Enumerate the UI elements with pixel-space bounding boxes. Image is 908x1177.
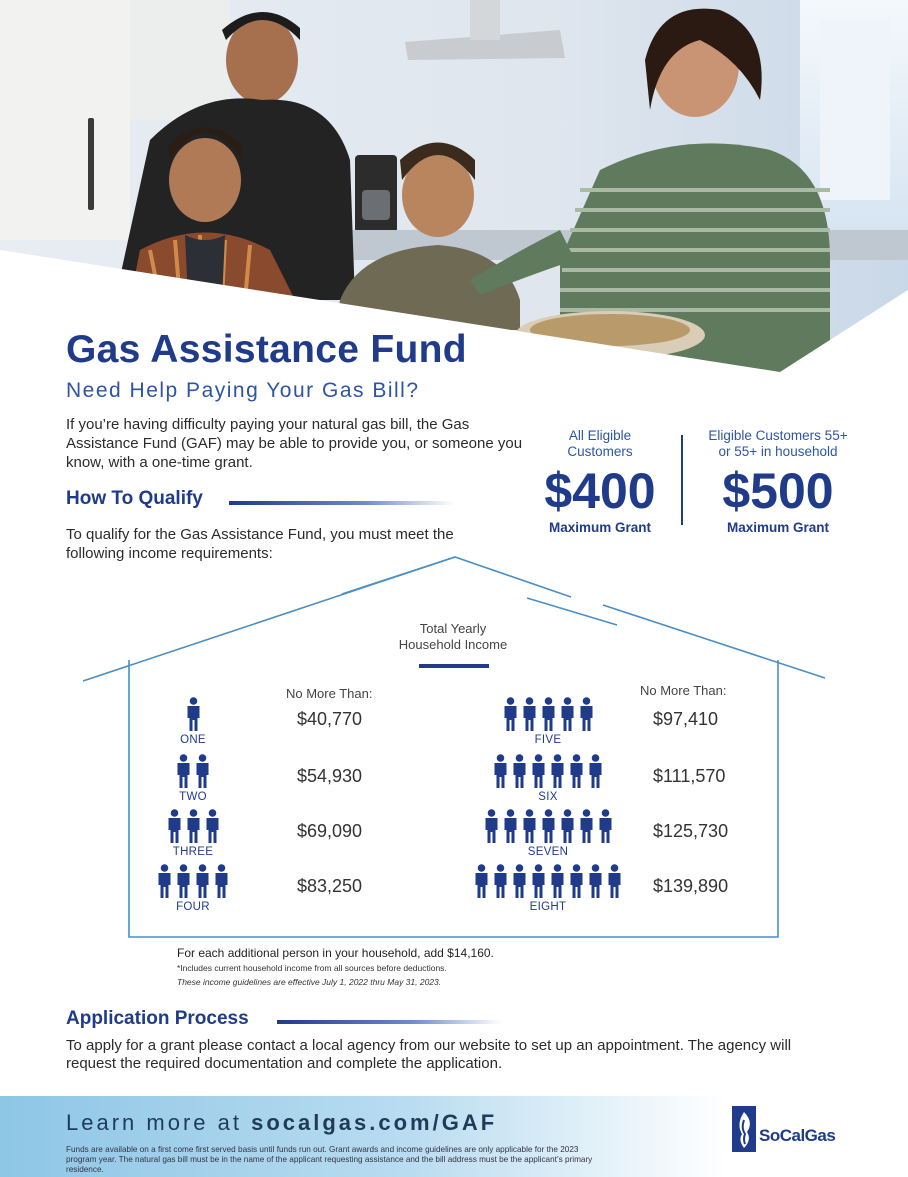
grant-senior-customers <box>693 428 863 535</box>
grant-label-line1: Eligible Customers 55+ <box>708 428 848 443</box>
hero-photo <box>0 0 908 372</box>
household-size-label: ONE <box>180 734 206 746</box>
socalgas-logo-text: SoCalGas <box>759 1126 836 1145</box>
household-people-icon <box>503 697 594 731</box>
no-more-than-left: No More Than: <box>286 686 373 701</box>
total-income-rule <box>419 664 489 668</box>
intro-text: If you’re having difficulty paying your natural gas bill, the Gas Assistance Fund (GAF) may be able to provide you, or someone you know, with a one-time grant. <box>66 416 523 471</box>
income-footnote: *Includes current household income from all sources before deductions. <box>177 963 447 973</box>
household-size-label: SEVEN <box>527 846 569 858</box>
learn-more <box>66 1110 497 1136</box>
qualify-heading: How To Qualify <box>66 488 203 509</box>
income-limit-amount: $83,250 <box>297 876 363 896</box>
income-limit-amount: $125,730 <box>653 821 729 841</box>
no-more-than-right: No More Than: <box>640 683 727 698</box>
household-people-icon <box>484 809 613 843</box>
household-people-icon <box>157 864 229 898</box>
application-heading: Application Process <box>66 1008 249 1029</box>
qualify-heading-rule <box>229 501 454 505</box>
family-kitchen-illustration <box>0 0 908 372</box>
total-income-label <box>370 621 536 653</box>
total-income-line2: Household Income <box>398 637 508 652</box>
total-income-line1: Total Yearly <box>419 621 487 636</box>
household-people-icon <box>176 754 210 788</box>
household-people-icon <box>186 697 201 731</box>
effective-dates-note: These income guidelines are effective July 1, 2022 thru May 31, 2023. <box>177 977 442 987</box>
income-limit-amount: $40,770 <box>297 709 363 729</box>
grant-all-customers <box>520 428 680 535</box>
household-people-icon <box>474 864 622 898</box>
household-people-icon <box>493 754 603 788</box>
household-size-label: THREE <box>172 846 214 858</box>
household-size-label: TWO <box>179 791 207 803</box>
income-limit-amount: $54,930 <box>297 766 363 786</box>
learn-more-url[interactable]: socalgas.com/GAF <box>251 1110 498 1135</box>
income-limit-amount: $139,890 <box>653 876 729 896</box>
grant-sub-label: Maximum Grant <box>548 520 652 535</box>
income-limit-amount: $111,570 <box>653 766 726 786</box>
grant-amount: $400 <box>544 463 656 519</box>
fine-print: Funds are available on a first come first served basis until funds run out. Grant awards and income guidelines are only applicable for the 2023 program year. The natural gas bill must be in the name of the applicant requesting assistance and the bill address must be the applicant’s primary residence. <box>66 1145 593 1174</box>
grant-sub-label: Maximum Grant <box>726 520 830 535</box>
household-size-label: FOUR <box>176 901 210 913</box>
socalgas-flame-icon <box>732 1106 756 1152</box>
grant-divider <box>681 435 683 525</box>
grant-label-line2: Customers <box>567 444 633 459</box>
application-heading-rule <box>277 1020 502 1024</box>
household-people-icon <box>167 809 220 843</box>
qualify-text: To qualify for the Gas Assistance Fund, you must meet the following income requirements: <box>66 526 454 562</box>
income-limit-amount: $69,090 <box>297 821 363 841</box>
household-size-label: SIX <box>538 791 558 803</box>
grant-amount: $500 <box>722 463 834 519</box>
page-subtitle: Need Help Paying Your Gas Bill? <box>66 379 420 402</box>
household-size-label: FIVE <box>534 734 562 746</box>
grant-label-line1: All Eligible <box>568 428 632 443</box>
grant-label-line2: or 55+ in household <box>718 444 838 459</box>
learn-more-prefix: Learn more at <box>66 1110 252 1135</box>
income-limit-amount: $97,410 <box>653 709 719 729</box>
application-text: To apply for a grant please contact a local agency from our website to set up an appointment. The agency will request the required documentation and complete the application. <box>66 1037 792 1072</box>
page-title: Gas Assistance Fund <box>66 328 467 371</box>
household-size-label: EIGHT <box>529 901 567 913</box>
additional-person-note: For each additional person in your household, add $14,160. <box>177 946 494 960</box>
